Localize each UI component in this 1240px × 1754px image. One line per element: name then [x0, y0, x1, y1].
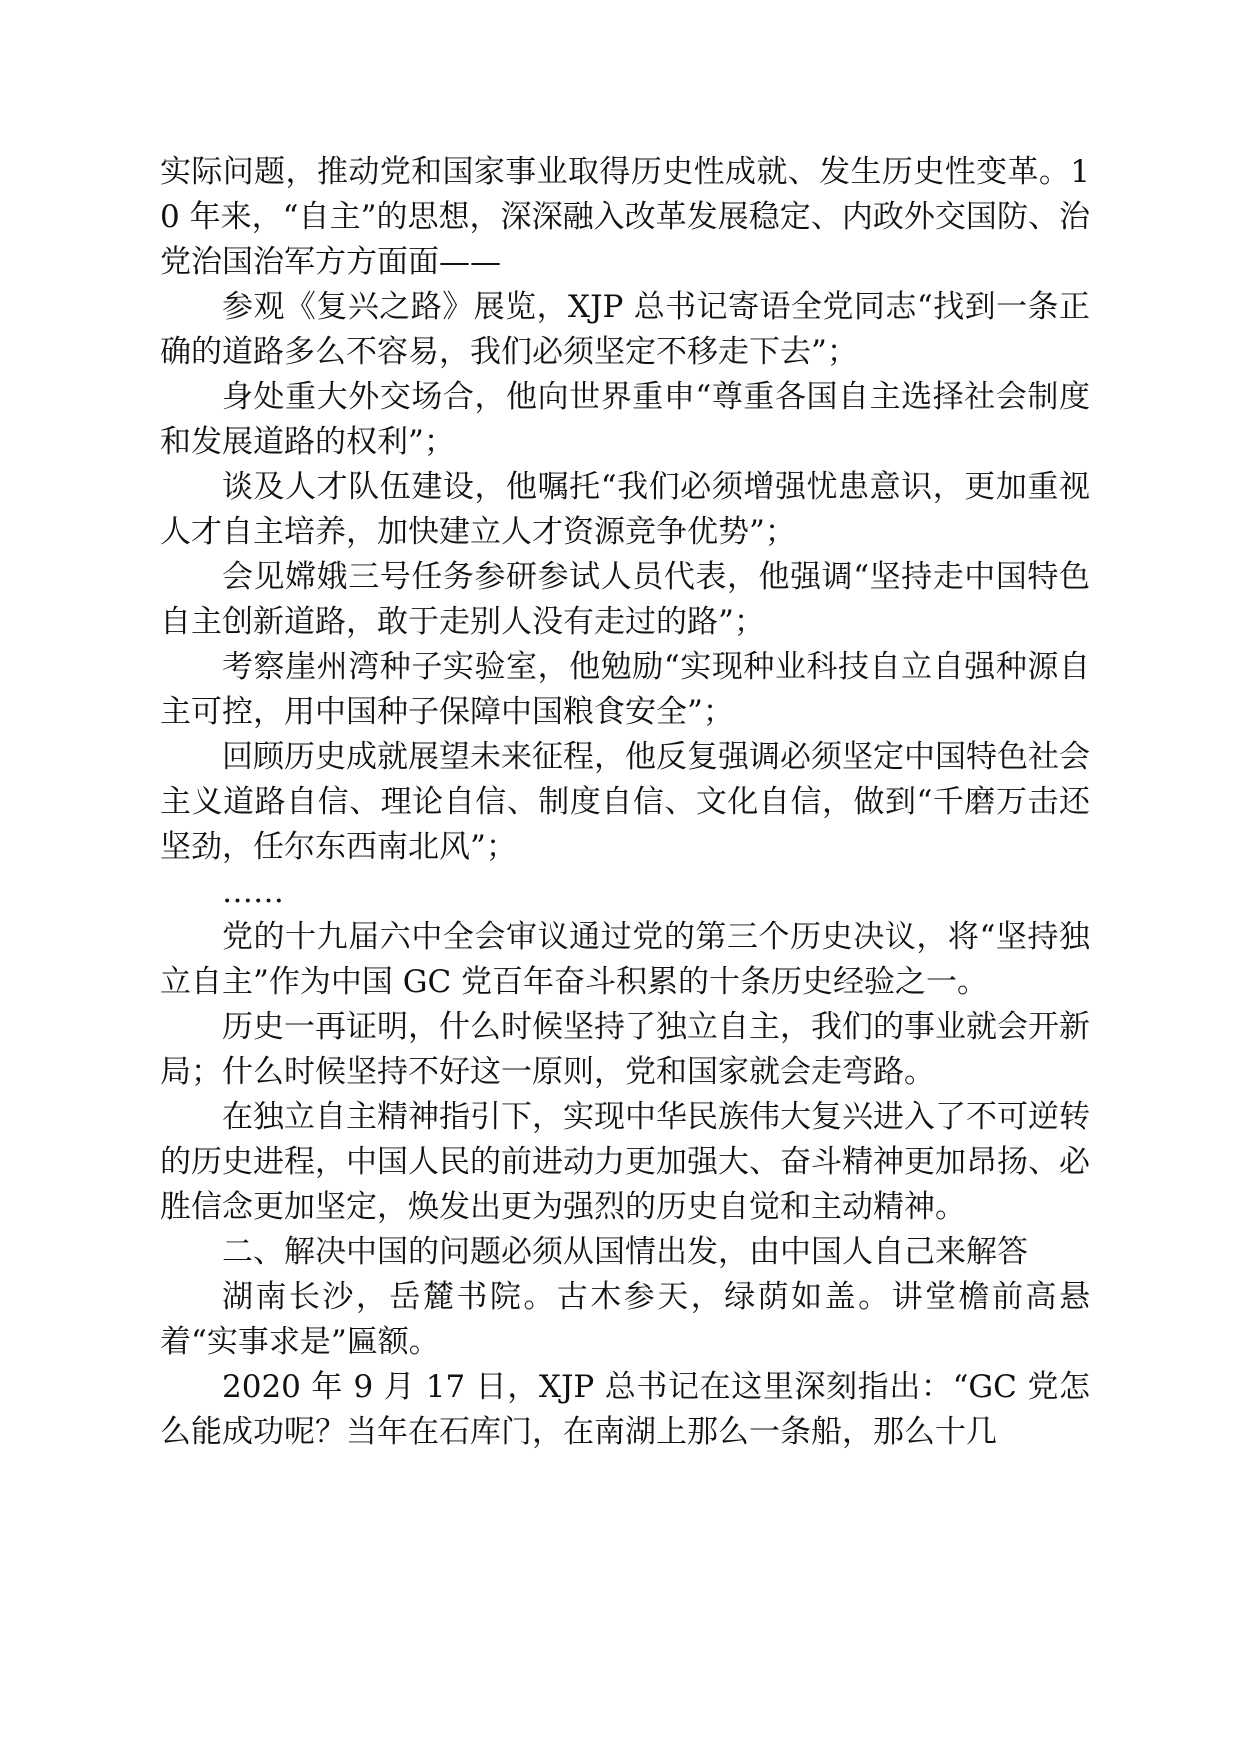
paragraph-confidence: 回顾历史成就展望未来征程，他反复强调必须坚定中国特色社会主义道路自信、理论自信、制度自信、文化自信，做到“千磨万击还坚劲，任尔东西南北风”； [160, 739, 1090, 865]
paragraph-diplomacy: 身处重大外交场合，他向世界重申“尊重各国自主选择社会制度和发展道路的权利”； [160, 379, 1090, 460]
section-heading: 二、解决中国的问题必须从国情出发，由中国人自己来解答 [222, 1234, 1028, 1270]
document-body [160, 150, 1090, 1455]
paragraph-change3: 会见嫦娥三号任务参研参试人员代表，他强调“坚持走中国特色自主创新道路，敢于走别人没有走过的路”； [160, 559, 1090, 640]
paragraph-seed-lab: 考察崖州湾种子实验室，他勉励“实现种业科技自立自强种源自主可控，用中国种子保障中国粮食安全”； [160, 649, 1090, 730]
paragraph-independence-spirit: 在独立自主精神指引下，实现中华民族伟大复兴进入了不可逆转的历史进程，中国人民的前进动力更加强大、奋斗精神更加昂扬、必胜信念更加坚定，焕发出更为强烈的历史自觉和主动精神。 [160, 1099, 1090, 1225]
paragraph-talent: 谈及人才队伍建设，他嘱托“我们必须增强忧患意识，更加重视人才自主培养，加快建立人才资源竞争优势”； [160, 469, 1090, 550]
paragraph-resolution: 党的十九届六中全会审议通过党的第三个历史决议，将“坚持独立自主”作为中国 GC 党百年奋斗积累的十条历史经验之一。 [160, 919, 1090, 1000]
paragraph-ellipsis: …… [222, 874, 284, 910]
paragraph-history-proof: 历史一再证明，什么时候坚持了独立自主，我们的事业就会开新局；什么时候坚持不好这一原则，党和国家就会走弯路。 [160, 1009, 1090, 1090]
paragraph-fuxing-road: 参观《复兴之路》展览，XJP 总书记寄语全党同志“找到一条正确的道路多么不容易，我们必须坚定不移走下去”； [160, 289, 1090, 370]
paragraph-2020-speech: 2020 年 9 月 17 日，XJP 总书记在这里深刻指出：“GC 党怎么能成功呢？当年在石库门，在南湖上那么一条船，那么十几 [160, 1369, 1090, 1450]
paragraph-yuelu: 湖南长沙，岳麓书院。古木参天，绿荫如盖。讲堂檐前高悬着“实事求是”匾额。 [160, 1279, 1090, 1360]
paragraph-continuation: 实际问题，推动党和国家事业取得历史性成就、发生历史性变革。10 年来，“自主”的思想，深深融入改革发展稳定、内政外交国防、治党治国治军方方面面—— [160, 154, 1090, 280]
